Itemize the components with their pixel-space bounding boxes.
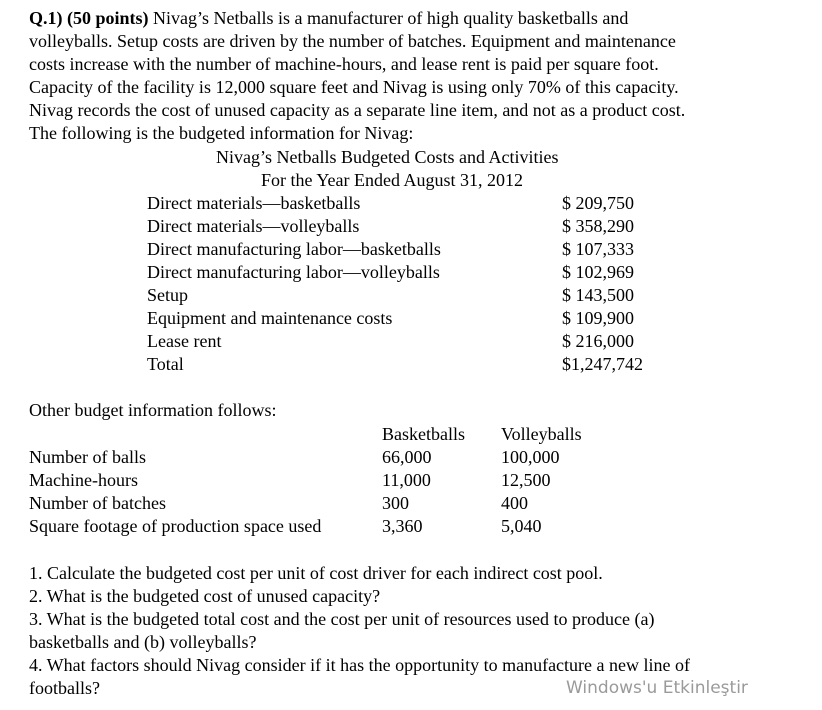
budget-row-label: Direct materials—volleyballs [147, 216, 360, 236]
question-4: 4. What factors should Nivag consider if it has the opportunity to manufacture a new line of [29, 655, 690, 675]
budget-row-amount: $ 209,750 [562, 193, 634, 213]
other-row-label: Machine-hours [29, 470, 138, 490]
intro-line-4: Nivag records the cost of unused capacity as a separate line item, and not as a product cost. [29, 100, 686, 120]
question-4-cont: footballs? [29, 678, 100, 698]
other-row-basketballs: 66,000 [382, 447, 432, 467]
budget-total-amount: $1,247,742 [562, 354, 643, 374]
intro-line-3: Capacity of the facility is 12,000 square feet and Nivag is using only 70% of this capacity. [29, 77, 679, 97]
intro-line-2: costs increase with the number of machine-hours, and lease rent is paid per square foot. [29, 54, 659, 74]
other-row-basketballs: 11,000 [382, 470, 431, 490]
other-row-label: Square footage of production space used [29, 516, 322, 536]
other-row-volleyballs: 12,500 [501, 470, 551, 490]
other-heading: Other budget information follows: [29, 400, 277, 420]
question-3-cont: basketballs and (b) volleyballs? [29, 632, 257, 652]
budget-row-amount: $ 143,500 [562, 285, 634, 305]
budget-row-label: Direct materials—basketballs [147, 193, 361, 213]
budget-row-label: Direct manufacturing labor—basketballs [147, 239, 441, 259]
intro-line-1: volleyballs. Setup costs are driven by the number of batches. Equipment and maintenance [29, 31, 676, 51]
question-3: 3. What is the budgeted total cost and the cost per unit of resources used to produce (a) [29, 609, 655, 629]
budget-row-amount: $ 102,969 [562, 262, 634, 282]
other-row-volleyballs: 100,000 [501, 447, 560, 467]
other-row-volleyballs: 5,040 [501, 516, 542, 536]
budget-subtitle: For the Year Ended August 31, 2012 [261, 170, 523, 190]
budget-total-label: Total [147, 354, 184, 374]
question-1: 1. Calculate the budgeted cost per unit of cost driver for each indirect cost pool. [29, 563, 603, 583]
budget-row-amount: $ 216,000 [562, 331, 634, 351]
budget-row-label: Direct manufacturing labor—volleyballs [147, 262, 440, 282]
budget-row-label: Equipment and maintenance costs [147, 308, 393, 328]
activation-watermark: Windows'u Etkinleştir [566, 678, 748, 698]
budget-row-amount: $ 107,333 [562, 239, 634, 259]
col-header-volleyballs: Volleyballs [501, 424, 582, 444]
other-row-basketballs: 3,360 [382, 516, 423, 536]
budget-row-amount: $ 358,290 [562, 216, 634, 236]
budget-row-label: Lease rent [147, 331, 222, 351]
problem-intro [29, 7, 799, 145]
question-label: Q.1) (50 points) [29, 8, 149, 28]
budget-row-label: Setup [147, 285, 189, 305]
col-header-basketballs: Basketballs [382, 424, 465, 444]
other-row-basketballs: 300 [382, 493, 409, 513]
intro-line-5: The following is the budgeted information for Nivag: [29, 123, 414, 143]
other-row-volleyballs: 400 [501, 493, 528, 513]
other-row-label: Number of batches [29, 493, 166, 513]
other-row-label: Number of balls [29, 447, 146, 467]
budget-title: Nivag’s Netballs Budgeted Costs and Activities [216, 147, 559, 167]
intro-line-0: Q.1) (50 points) Nivag’s Netballs is a manufacturer of high quality basketballs and [29, 8, 629, 28]
budget-row-amount: $ 109,900 [562, 308, 634, 328]
question-2: 2. What is the budgeted cost of unused capacity? [29, 586, 381, 606]
